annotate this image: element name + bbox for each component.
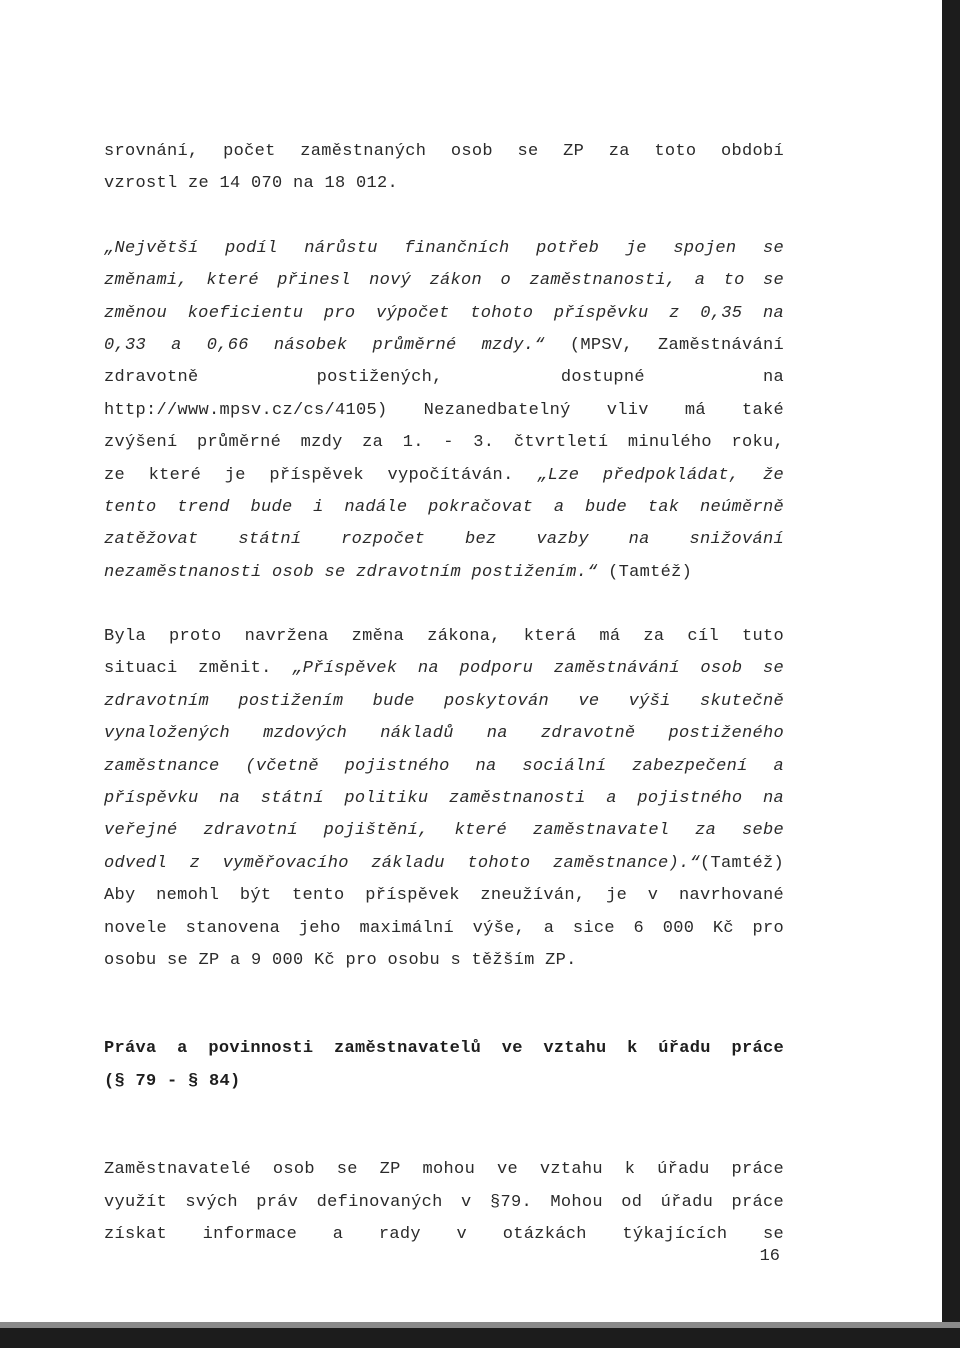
paragraph-employers xyxy=(104,1154,784,1251)
section-heading xyxy=(104,1033,784,1098)
text-line xyxy=(104,330,784,362)
quote-text: odvedl z vyměřovacího základu tohoto zaměstnance).“ xyxy=(104,853,700,873)
text-line: vynaložených mzdových nákladů na zdravotně postiženého xyxy=(104,724,784,744)
text-line: vzrostl ze 14 070 na 18 012. xyxy=(104,174,399,194)
section-gap xyxy=(104,977,784,1033)
text-line: zdravotně postižených, dostupné na xyxy=(104,368,784,388)
text-line: změnami, které přinesl nový zákon o zaměstnanosti, a to se xyxy=(104,271,784,291)
quote-text: 0,33 a 0,66 násobek průměrné mzdy.“ xyxy=(104,335,545,355)
paragraph-gap xyxy=(104,589,784,621)
text-line: zatěžovat státní rozpočet bez vazby na snižování xyxy=(104,530,784,550)
scan-border-bottom xyxy=(0,1328,960,1348)
text-line: tento trend bude i nadále pokračovat a bude tak neúměrně xyxy=(104,497,784,517)
text-line xyxy=(104,557,784,589)
text-line: Byla proto navržena změna zákona, která má za cíl tuto xyxy=(104,627,784,647)
text-line: veřejné zdravotní pojištění, které zaměstnavatel za sebe xyxy=(104,821,784,841)
paragraph-law-change xyxy=(104,621,784,977)
scan-border-right xyxy=(942,0,960,1348)
citation-text: (Tamtéž) xyxy=(597,562,693,582)
text-line xyxy=(104,460,784,492)
plain-text: ze které je příspěvek vypočítáván. xyxy=(104,465,538,485)
text-line: změnou koeficientu pro výpočet tohoto příspěvku z 0,35 na xyxy=(104,303,784,323)
text-line: získat informace a rady v otázkách týkajících se xyxy=(104,1224,784,1244)
text-line: Aby nemohl být tento příspěvek zneužíván, je v navrhované xyxy=(104,886,784,906)
text-line: zvýšení průměrné mzdy za 1. - 3. čtvrtletí minulého roku, xyxy=(104,433,784,453)
text-line: „Největší podíl nárůstu finančních potřeb je spojen se xyxy=(104,238,784,258)
text-line: zdravotním postižením bude poskytován ve výši skutečně xyxy=(104,691,784,711)
text-line: novele stanovena jeho maximální výše, a sice 6 000 Kč pro xyxy=(104,918,784,938)
page-number: 16 xyxy=(759,1247,780,1266)
heading-line: Práva a povinnosti zaměstnavatelů ve vztahu k úřadu práce xyxy=(104,1039,784,1059)
quote-text: „Příspěvek na podporu zaměstnávání osob se xyxy=(292,659,784,679)
citation-text: (MPSV, Zaměstnávání xyxy=(544,335,784,355)
text-line: http://www.mpsv.cz/cs/4105) Nezanedbatelný vliv má také xyxy=(104,400,784,420)
text-line xyxy=(104,653,784,685)
text-line: Zaměstnavatelé osob se ZP mohou ve vztahu k úřadu práce xyxy=(104,1160,784,1180)
text-line: srovnání, počet zaměstnaných osob se ZP za toto období xyxy=(104,142,784,161)
document-page xyxy=(104,136,784,1251)
quote-text: „Lze předpokládat, že xyxy=(537,465,784,485)
text-line: zaměstnance (včetně pojistného na sociální zabezpečení a xyxy=(104,756,784,776)
plain-text: situaci změnit. xyxy=(104,659,293,679)
text-line: osobu se ZP a 9 000 Kč pro osobu s těžším ZP. xyxy=(104,950,577,970)
text-line: využít svých práv definovaných v §79. Mohou od úřadu práce xyxy=(104,1192,784,1212)
quote-text: nezaměstnanosti osob se zdravotním postižením.“ xyxy=(104,562,598,582)
section-gap xyxy=(104,1098,784,1154)
paragraph-continuation xyxy=(104,136,784,201)
citation-text: (Tamtéž) xyxy=(699,853,784,873)
paragraph-gap xyxy=(104,201,784,233)
text-line xyxy=(104,848,784,880)
paragraph-mpsv-quote xyxy=(104,233,784,589)
text-line: příspěvku na státní politiku zaměstnanosti a pojistného na xyxy=(104,789,784,809)
heading-line: (§ 79 - § 84) xyxy=(104,1071,241,1091)
